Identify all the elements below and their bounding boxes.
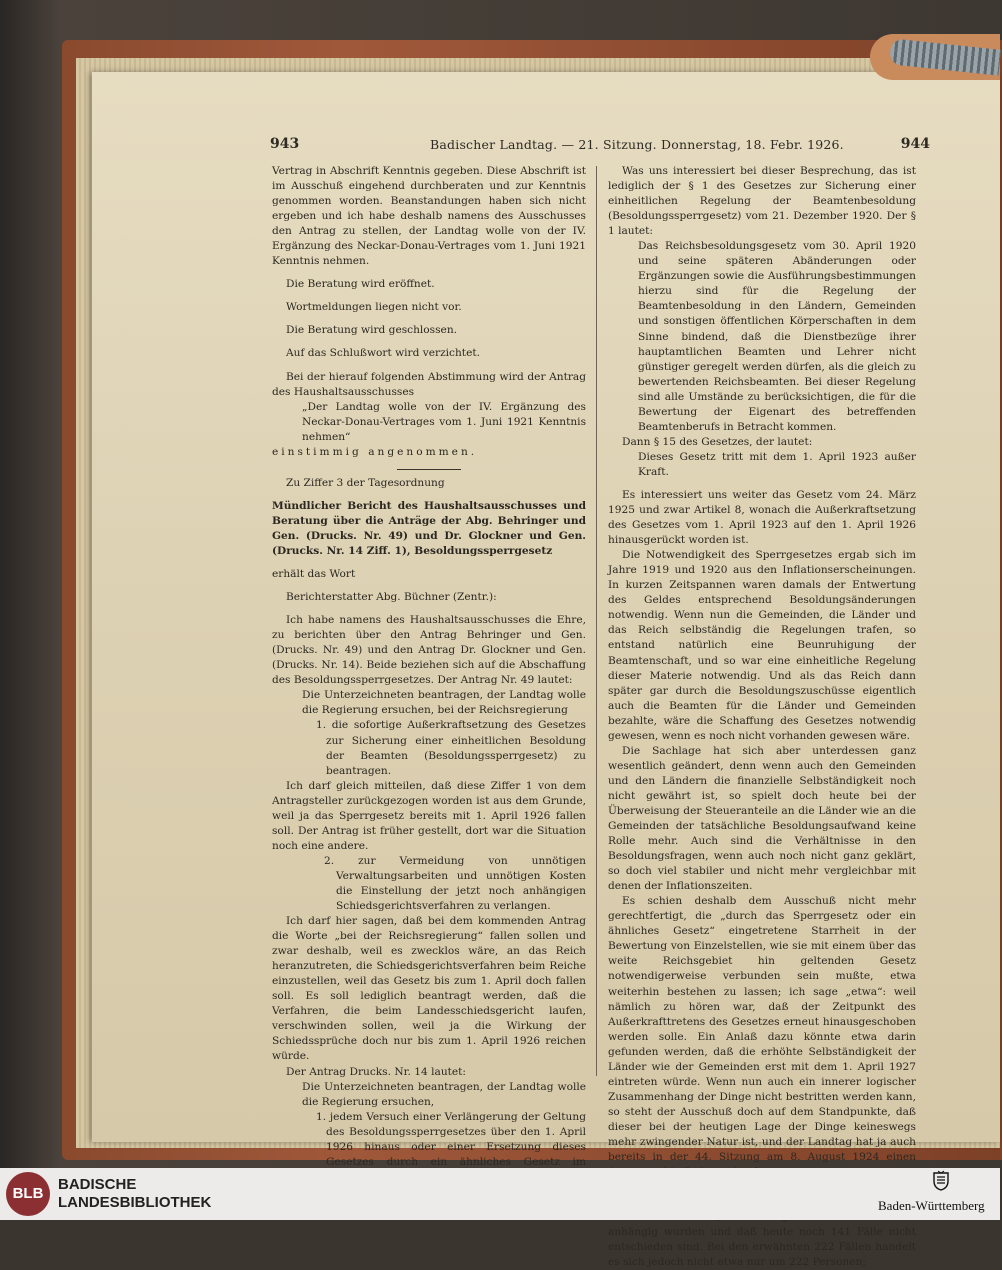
quote: Die Unterzeichneten beantragen, der Landtag wolle die Regierung ersuchen, (302, 1080, 586, 1108)
page-number-right: 944 (900, 136, 930, 152)
page-number-left: 943 (270, 136, 300, 152)
paragraph: Was uns interessiert bei dieser Besprechung, das ist lediglich der § 1 des Gesetzes zur Sicherung einer einheitlichen Regelung der Beamtenbesoldung (Besoldungssperrgesetz) vom 21. Dezember 1920. Der § 1 lautet: (608, 165, 916, 238)
coat-of-arms-icon (930, 1170, 952, 1192)
paragraph: Es interessiert uns weiter das Gesetz vom 24. März 1925 und zwar Artikel 8, wonach die Außerkraftsetzung des Gesetzes vom 1. April 1923 auf den 1. April 1926 hinausgerückt worden ist. (608, 488, 916, 547)
paragraph: Es schien deshalb dem Ausschuß nicht mehr gerechtfertigt, die „durch das Sperrgesetz oder ein ähnliches Gesetz“ eingetretene Starrheit in der Bewertung von Einzelstellen, wie sie mit einem über das weite Reichsgebiet hin geltenden Gesetz notwendigerweise verbunden sein mußte, etwa weiterhin bestehen zu lassen; ich sage „etwa“: weil nämlich zu hören war, daß der Zeitpunkt des Außerkrafttretens des Gesetzes erneut hinausgeschoben werden solle. Ein Anlaß dazu könnte etwa darin gefunden werden, daß die erhöhte Selbständigkeit der Länder wie der Gemeinden erst mit dem 1. April 1927 eintreten würde. Wenn nun auch ein innerer logischer Zusammenhang der Dinge nicht bestritten werden kann, so steht der Ausschuß doch auf dem Standpunkte, daß dieser bei der heutigen Lage der Dinge keineswegs mehr zwingender Natur ist, und der Landtag hat ja auch bereits in der 44. Sitzung am 8. August 1924 einen (608, 895, 916, 1164)
library-name-line2: LANDESBIBLIOTHEK (58, 1194, 212, 1211)
paragraph: Bei der hierauf folgenden Abstimmung wird der Antrag des Haushaltsausschusses (272, 370, 586, 398)
library-name[interactable] (58, 1176, 211, 1212)
paragraph: erhält das Wort (272, 568, 356, 581)
speaker-line: Berichterstatter Abg. Büchner (Zentr.): (286, 591, 497, 604)
paragraph: Ich darf gleich mitteilen, daß diese Ziffer 1 von dem Antragsteller zurückgezogen worden ist aus dem Grunde, weil ja das Sperrgesetz bereits mit 1. April 1926 fallen soll. Der Antrag ist früher gestellt, dort war die Situation noch eine andere. (272, 779, 586, 852)
section-rule (397, 469, 461, 470)
state-label: Baden-Württemberg (878, 1198, 985, 1213)
paragraph: Ich habe namens des Haushaltsausschusses die Ehre, zu berichten über den Antrag Behringer und Gen. (Drucks. Nr. 49) und den Antrag Dr. Glockner und Gen. (Drucks. Nr. 14). Beide beziehen sich auf die Abschaffung des Besoldungssperrgesetzes. Der Antrag Nr. 49 lautet: (272, 614, 586, 687)
paragraph: Dann § 15 des Gesetzes, der lautet: (622, 435, 813, 448)
list-item: 1. die sofortige Außerkraftsetzung des Gesetzes zur Sicherung einer einheitlichen Besoldung der Beamten (Besoldungssperrgesetz) zu beantragen. (316, 719, 586, 777)
right-column (608, 164, 916, 1270)
library-name-line1: BADISCHE (58, 1176, 137, 1193)
header-title: Badischer Landtag. — 21. Sitzung. Donnerstag, 18. Febr. 1926. (430, 137, 844, 152)
running-header (270, 136, 930, 156)
paragraph: Die Notwendigkeit des Sperrgesetzes ergab sich im Jahre 1919 und 1920 aus den Inflationserscheinungen. In kurzen Zeitspannen waren damals der Entwertung des Geldes entsprechend Besoldungsänderungen notwendig. Wenn nun die Gemeinden, die Länder und das Reich selbständig die Regelungen trafen, so entstand natürlich eine Beunruhigung der Beamtenschaft, und so war eine einheitliche Regelung dieser Materie notwendig. Und als das Reich dann später gar durch die Besoldungszuschüsse eigentlich auch die Beamten für die Länder und Gemeinden bezahlte, wäre die Schaffung des Gesetzes notwendig gewesen, wenn es noch nicht vorhanden gewesen wäre. (608, 549, 916, 742)
list-item: 2. zur Vermeidung von unnötigen Verwaltungsarbeiten und unnötigen Kosten die Einstellung der jetzt noch anhängigen Schiedsgerichtsverfahren zu verlangen. (324, 854, 586, 913)
quote: Dieses Gesetz tritt mit dem 1. April 1923 außer Kraft. (638, 450, 916, 478)
blb-logo[interactable]: BLB (6, 1172, 50, 1216)
paragraph: Die Beratung wird geschlossen. (286, 324, 458, 337)
paragraph: Auf das Schlußwort wird verzichtet. (286, 347, 480, 360)
paragraph: anhängig wurden und daß heute noch 141 Fälle nicht entschieden sind. Bei den erwähnten 222 Fällen handelt es sich jedoch nicht etwa nur um 222 Personen; (608, 1226, 916, 1269)
paragraph: Die Sachlage hat sich aber unterdessen ganz wesentlich geändert, denn wenn auch den Gemeinden und den Ländern die finanzielle Selbständigkeit noch nicht gewährt ist, so spielt doch heute bei der Überweisung der Steueranteile an die Länder wie an die Gemeinden der tatsächliche Besoldungsaufwand keine Rolle mehr. Auch sind die Verhältnisse in den Besoldungsfragen, wenn auch noch nicht ganz geklärt, so doch viel stabiler und nicht mehr vergleichbar mit denen der Inflationszeiten. (608, 744, 916, 893)
section-heading: Mündlicher Bericht des Haushaltsausschusses und Beratung über die Anträge der Abg. Behringer und Gen. (Drucks. Nr. 49) und Dr. Glockner und Gen. (Drucks. Nr. 14 Ziff. 1), Besoldungssperrgesetz (272, 499, 586, 557)
paragraph: Die Beratung wird eröffnet. (286, 278, 435, 291)
quote: Die Unterzeichneten beantragen, der Landtag wolle die Regierung ersuchen, bei der Reichsregierung (302, 689, 586, 717)
quote: Das Reichsbesoldungsgesetz vom 30. April 1920 und seine späteren Abänderungen oder Ergänzungen sowie die Ausführungsbestimmungen hierzu sind für die Regelung der Beamtenbesoldung in den Ländern, Gemeinden und sonstigen öffentlichen Körperschaften in dem Sinne bindend, daß die Dienstbezüge ihrer hauptamtlichen Beamten und Lehrer nicht günstiger geregelt werden dürfen, als die gleich zu bewertenden Reichsbeamten. Bei dieser Regelung sind alle Umstände zu berücksichtigen, die für die Bewertung der Eigenart des betreffenden Beamtenberufs in Betracht kommen. (638, 240, 916, 433)
quote: „Der Landtag wolle von der IV. Ergänzung des Neckar-Donau-Vertrages vom 1. Juni 1921 Kenntnis nehmen“ (302, 400, 586, 443)
agenda-item: Zu Ziffer 3 der Tagesordnung (286, 476, 445, 489)
column-divider (596, 166, 597, 1076)
list-item: 1. jedem Versuch einer Verlängerung der Geltung des Besoldungssperrgesetzes über den 1. April 1926 hinaus oder einer Ersetzung dieses Gesetzes durch ein ähnliches Gesetz im (316, 1110, 586, 1168)
paragraph: Wortmeldungen liegen nicht vor. (286, 301, 462, 314)
left-column (272, 164, 586, 1185)
vote-result: einstimmig angenommen. (272, 445, 478, 458)
paragraph: Ich darf hier sagen, daß bei dem kommenden Antrag die Worte „bei der Reichsregierung“ fallen sollen und zwar deshalb, weil es zwecklos wäre, an das Reich heranzutreten, die Schiedsgerichtsverfahren beim Reiche einzustellen, weil das Gesetz bis zum 1. April doch fallen soll. Es soll lediglich beantragt werden, daß die Verfahren, die beim Landesschiedsgericht laufen, verschwinden sollen, weil ja die Wirkung der Schiedssprüche doch nur bis zum 1. April 1926 reichen würde. (272, 915, 586, 1063)
paragraph: Vertrag in Abschrift Kenntnis gegeben. Diese Abschrift ist im Ausschuß eingehend durchberaten und zur Kenntnis genommen worden. Beanstandungen haben sich nicht ergeben und ich habe deshalb namens des Ausschusses den Antrag zu stellen, der Landtag wolle von der IV. Ergänzung des Neckar-Donau-Vertrages vom 1. Juni 1921 Kenntnis nehmen. (272, 165, 586, 268)
paragraph: Der Antrag Drucks. Nr. 14 lautet: (286, 1065, 466, 1078)
